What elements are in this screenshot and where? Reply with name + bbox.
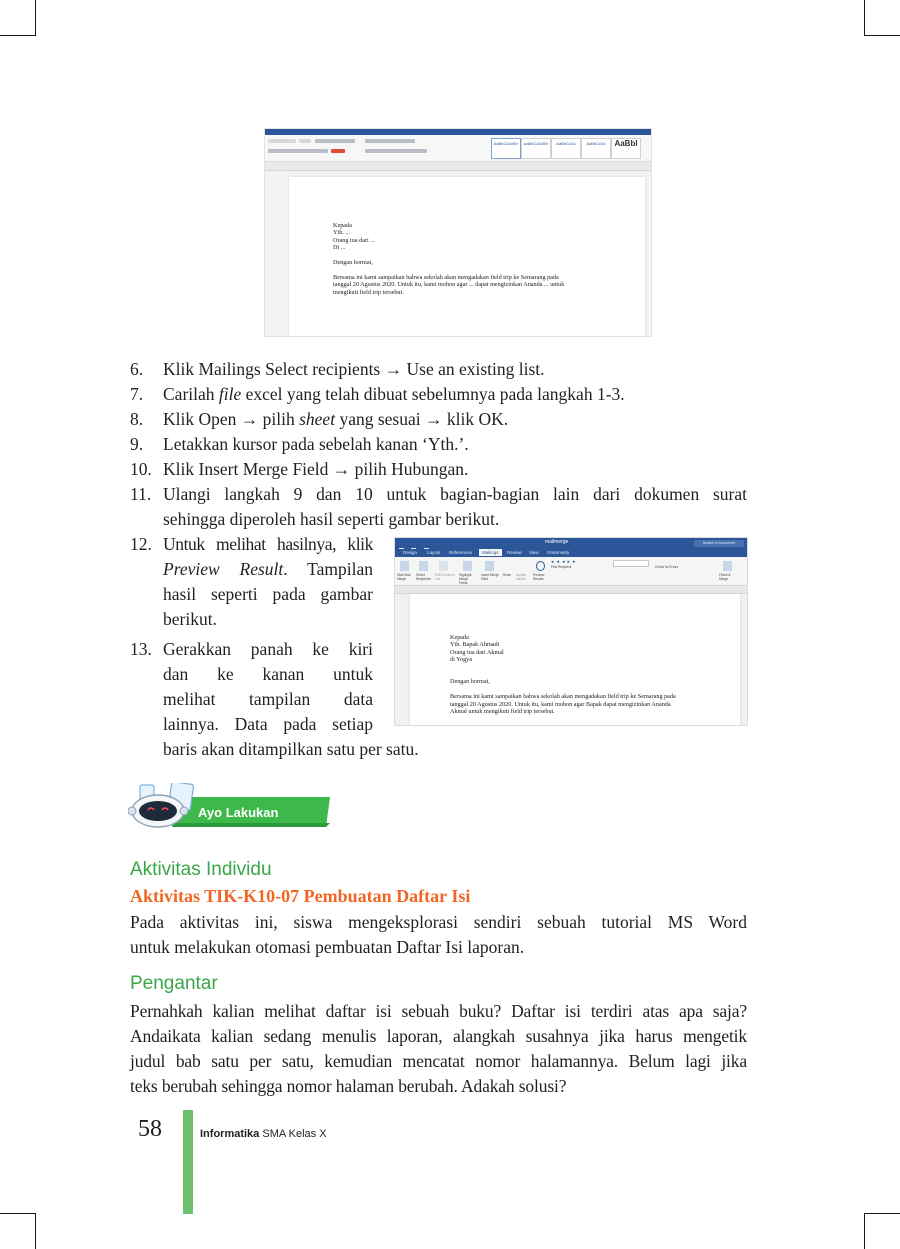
paragraph-line: Pernahkah kalian melihat daftar isi sebuah buku? Daftar isi terdiri atas apa saja? <box>130 1001 747 1021</box>
paragraph-line: Andaikata kalian sedang menulis laporan, alangkah susahnya jika harus mengetik <box>130 1026 747 1046</box>
letter-line: Dengan hormat, <box>333 259 373 267</box>
paragraph-buttons <box>365 149 427 153</box>
format-buttons <box>315 139 355 143</box>
footer-bar <box>183 1110 193 1214</box>
ribbon-mailings <box>395 557 747 586</box>
text-run: Klik Open → pilih <box>163 409 300 429</box>
style-sample: AaBbCcDc <box>556 141 576 146</box>
letter-body <box>450 634 676 715</box>
paragraph-line: judul bab satu per satu, kemudian mencatat nomor halamannya. Belum lagi jika <box>130 1051 747 1071</box>
letter-spacer <box>333 252 564 259</box>
list-text <box>163 382 625 407</box>
book-title <box>200 1128 327 1140</box>
letter-spacer <box>333 266 564 273</box>
letter-line: Yth. ... <box>333 229 351 237</box>
letter-line: Dengan hormat, <box>450 678 490 686</box>
word-screenshot-template <box>264 128 652 337</box>
finish-merge-icon <box>723 561 732 571</box>
list-text: Untuk melihat hasilnya, klik <box>163 534 373 554</box>
letter-line: tanggal 20 Agustus 2020. Untuk itu, kami mohon agar Bapak dapat mengizinkan Ananda <box>450 700 671 708</box>
activity-intro <box>130 910 747 960</box>
highlight-merge-fields-button: Highlight Merge Fields <box>459 573 472 585</box>
check-errors-button: Check for Errors <box>655 565 679 569</box>
list-text-continued <box>163 557 373 582</box>
letter-line: Akmal untuk mengikuti field trip tersebut. <box>450 708 555 716</box>
list-text <box>163 407 508 432</box>
list-text-continued: berikut. <box>163 609 217 629</box>
style-heading2 <box>581 138 611 159</box>
paragraph-line: untuk melakukan otomasi pembuatan Daftar Isi laporan. <box>130 937 525 957</box>
list-text-continued: baris akan ditampilkan satu per satu. <box>163 739 419 759</box>
crop-mark <box>864 1213 865 1249</box>
font-name-box <box>268 139 296 143</box>
text-italic: Preview Result <box>163 559 284 579</box>
section-heading: Aktivitas Individu <box>130 859 272 880</box>
list-text-continued: lainnya. Data pada setiap <box>163 714 373 734</box>
style-normal <box>491 138 521 159</box>
crop-mark <box>864 0 865 36</box>
font-size-box <box>299 139 311 143</box>
tab-grammarly: Grammarly <box>547 550 570 555</box>
paragraph-line: teks berubah sehingga nomor halaman berubah. Adakah solusi? <box>130 1076 567 1096</box>
list-text: Letakkan kursor pada sebelah kanan ‘Yth.’. <box>163 434 469 454</box>
find-recipient-button: Find Recipient <box>551 565 572 569</box>
letter-line: Bersama ini kami sampaikan bahwa sekolah akan mengadakan field trip ke Semarang pada <box>333 273 559 281</box>
letter-line: di Yogya <box>450 656 473 664</box>
letter-line: Kepada <box>450 634 469 641</box>
search-box: Search in Document <box>694 540 744 547</box>
letter-line: mengikuti field trip tersebut. <box>333 288 404 296</box>
list-text: Klik Mailings Select recipients → Use an existing list. <box>163 359 545 379</box>
select-recipients-icon <box>419 561 428 571</box>
style-sample: AaBbCcDc <box>586 141 606 146</box>
list-number: 8. <box>130 409 144 429</box>
list-text: Gerakkan panah ke kiri <box>163 639 373 659</box>
list-text: Klik Insert Merge Field → pilih Hubungan. <box>163 459 469 479</box>
style-sample: AaBbI <box>614 139 638 148</box>
list-text: Ulangi langkah 9 dan 10 untuk bagian-bagian lain dari dokumen surat <box>163 484 747 504</box>
merge-range-field <box>613 560 649 567</box>
ribbon-tab-bar <box>395 549 747 557</box>
list-number: 13. <box>130 639 152 659</box>
crop-mark <box>864 35 900 36</box>
crop-mark <box>864 1213 900 1214</box>
letter-line: Bersama ini kami sampaikan bahwa sekolah akan mengadakan field trip ke Semarang pada <box>450 693 676 701</box>
start-mail-merge-button: Start Mail Merge <box>397 573 411 581</box>
quick-access-toolbar <box>399 540 439 546</box>
list-text-continued: dan ke kanan untuk <box>163 664 373 684</box>
ruler <box>395 586 747 594</box>
window-title: mailmerge <box>545 539 569 545</box>
style-title <box>611 138 641 159</box>
record-nav-icon: ◂◂◂▸▸ <box>551 559 579 565</box>
subheading-pengantar: Pengantar <box>130 973 218 994</box>
update-labels-button: Update Labels <box>516 573 527 581</box>
letter-spacer <box>450 686 676 693</box>
letter-line: Kepada <box>333 222 352 229</box>
letter-line: Orang tua dari ... <box>333 236 375 244</box>
tab-layout: Layout <box>427 550 441 555</box>
text-italic: sheet <box>299 409 336 429</box>
letter-spacer <box>450 664 676 671</box>
list-text-continued: sehingga diperoleh hasil seperti gambar berikut. <box>163 509 500 529</box>
rules-button: Rules <box>503 573 512 577</box>
insert-merge-field-icon <box>485 561 494 571</box>
letter-line: tanggal 20 Agustus 2020. Untuk itu, kami mohon agar ... dapat mengizinkan Ananda ... untuk <box>333 281 565 289</box>
list-number: 7. <box>130 384 144 404</box>
style-sample: AaBbCcDdEe <box>523 141 549 146</box>
mailings-buttons <box>397 559 745 583</box>
edit-recipient-list-button: Edit Recipient List <box>435 573 455 581</box>
tab-view: View <box>529 550 539 555</box>
font-color-icon <box>331 149 345 153</box>
document-page <box>289 177 645 337</box>
highlight-merge-fields-icon <box>463 561 472 571</box>
text-run: excel yang telah dibuat sebelumnya pada langkah 1-3. <box>241 384 625 404</box>
banner-label: Ayo Lakukan <box>198 805 279 820</box>
book-title-rest: SMA Kelas X <box>259 1128 327 1140</box>
ribbon-home <box>265 135 651 162</box>
pengantar-body <box>130 999 747 1099</box>
insert-merge-field-button: Insert Merge Field <box>481 573 499 581</box>
letter-line: Yth. Bapak Ahmadi <box>450 641 500 649</box>
list-text-continued: melihat tampilan data <box>163 689 373 709</box>
format-buttons <box>268 149 328 153</box>
activity-title: Aktivitas TIK-K10-07 Pembuatan Daftar Isi <box>130 886 471 906</box>
list-number: 10. <box>130 459 152 479</box>
tab-mailings: Mailings <box>479 549 502 556</box>
word-screenshot-mailmerge <box>394 537 748 726</box>
style-no-spacing <box>521 138 551 159</box>
ruler <box>265 162 651 171</box>
preview-results-button: Preview Results <box>533 573 545 581</box>
crop-mark <box>0 1213 36 1214</box>
text-run: Carilah <box>163 384 219 404</box>
start-mail-merge-icon <box>400 561 409 571</box>
tab-references: References <box>449 550 473 555</box>
text-run: yang sesuai → klik OK. <box>335 409 509 429</box>
book-title-bold: Informatika <box>200 1128 260 1140</box>
letter-spacer <box>450 671 676 678</box>
tab-review: Review <box>507 550 522 555</box>
crop-mark <box>35 0 36 36</box>
select-recipients-button: Select Recipients <box>416 573 431 581</box>
text-run: . Tampilan <box>283 559 373 579</box>
finish-merge-button: Finish & Merge <box>719 573 731 581</box>
edit-recipient-list-icon <box>439 561 448 571</box>
tab-design: Design <box>403 550 418 555</box>
paragraph-line: Pada aktivitas ini, siswa mengeksplorasi sendiri sebuah tutorial MS Word <box>130 912 747 932</box>
text-italic: file <box>218 384 242 404</box>
ayo-lakukan-banner <box>128 783 332 831</box>
paragraph-buttons <box>365 139 415 143</box>
list-number: 11. <box>130 484 152 504</box>
letter-line: Orang tua dari Akmal <box>450 648 504 656</box>
title-bar <box>395 538 747 549</box>
page-number: 58 <box>138 1116 162 1142</box>
letter-body <box>333 222 564 296</box>
list-text-continued: hasil seperti pada gambar <box>163 584 373 604</box>
letter-line: Di ... <box>333 244 346 252</box>
list-number: 9. <box>130 434 144 454</box>
list-number: 6. <box>130 359 144 379</box>
crop-mark <box>0 35 36 36</box>
document-page <box>410 594 740 726</box>
crop-mark <box>35 1213 36 1249</box>
list-number: 12. <box>130 534 152 554</box>
preview-results-icon <box>536 561 545 571</box>
style-sample: AaBbCcDdEe <box>493 141 519 146</box>
style-heading1 <box>551 138 581 159</box>
